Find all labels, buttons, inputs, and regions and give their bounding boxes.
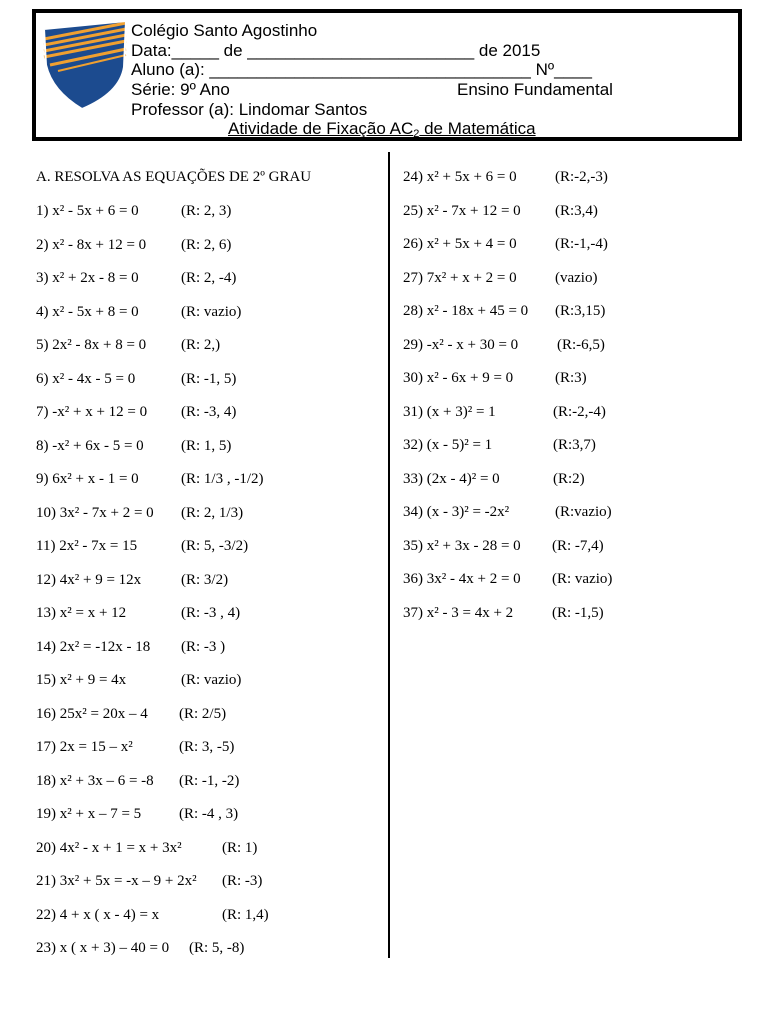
activity-title-subscript: 2 bbox=[413, 128, 420, 140]
equation-row bbox=[403, 235, 608, 253]
activity-title bbox=[228, 119, 536, 144]
equation-answer: (R: -3 ) bbox=[181, 638, 226, 655]
equation-answer: (R:-1,-4) bbox=[555, 236, 608, 252]
equation-answer: (R: 1/3 , -1/2) bbox=[181, 471, 264, 487]
equation-answer: (R:-6,5) bbox=[557, 336, 605, 353]
equation-row bbox=[36, 403, 237, 421]
level-label: Ensino Fundamental bbox=[457, 80, 613, 99]
equation-answer: (vazio) bbox=[555, 269, 598, 286]
equation-answer: (R:3,7) bbox=[553, 437, 596, 453]
equation-text: 26) x² + 5x + 4 = 0 bbox=[403, 236, 517, 252]
equation-row bbox=[36, 872, 263, 890]
equation-text: 21) 3x² + 5x = -x – 9 + 2x² bbox=[36, 873, 197, 889]
equation-row bbox=[403, 604, 604, 622]
equation-answer: (R: -3 , 4) bbox=[181, 605, 241, 621]
equation-answer: (R:3,4) bbox=[555, 202, 598, 219]
equation-row bbox=[403, 369, 587, 387]
equation-text: 24) x² + 5x + 6 = 0 bbox=[403, 169, 517, 185]
equation-text: 17) 2x = 15 – x² bbox=[36, 739, 133, 755]
equation-answer: (R:-2,-3) bbox=[555, 169, 608, 185]
equation-answer: (R: 2, 3) bbox=[181, 203, 232, 219]
equation-answer: (R:vazio) bbox=[555, 504, 612, 520]
equation-text: 7) -x² + x + 12 = 0 bbox=[36, 404, 148, 420]
equation-text: 14) 2x² = -12x - 18 bbox=[36, 638, 151, 655]
equation-row bbox=[36, 738, 235, 756]
equation-text: 32) (x - 5)² = 1 bbox=[403, 437, 493, 453]
equation-text: 19) x² + x – 7 = 5 bbox=[36, 806, 142, 822]
equation-text: 36) 3x² - 4x + 2 = 0 bbox=[403, 571, 521, 587]
equation-answer: (R: 1) bbox=[222, 839, 258, 856]
equation-row bbox=[36, 537, 249, 555]
equation-row bbox=[36, 437, 232, 455]
equation-row bbox=[403, 470, 585, 488]
equation-answer: (R: 5, -3/2) bbox=[181, 538, 249, 554]
equation-row bbox=[36, 705, 227, 723]
equation-row bbox=[403, 537, 604, 555]
equation-text: 6) x² - 4x - 5 = 0 bbox=[36, 370, 136, 387]
equation-text: 10) 3x² - 7x + 2 = 0 bbox=[36, 504, 154, 521]
equation-answer: (R: 1,4) bbox=[222, 906, 269, 923]
student-field-line: Aluno (a): __________________________________ Nº____ bbox=[131, 60, 592, 79]
equation-text: 12) 4x² + 9 = 12x bbox=[36, 571, 142, 588]
equation-text: 37) x² - 3 = 4x + 2 bbox=[403, 604, 514, 621]
equation-row bbox=[36, 839, 258, 857]
equation-text: 22) 4 + x ( x - 4) = x bbox=[36, 906, 160, 923]
column-divider bbox=[388, 152, 390, 958]
equation-answer: (R: vazio) bbox=[552, 571, 613, 587]
equation-text: 5) 2x² - 8x + 8 = 0 bbox=[36, 337, 147, 353]
equation-row bbox=[36, 370, 237, 388]
equation-answer: (R: 1, 5) bbox=[181, 437, 232, 454]
equation-text: 25) x² - 7x + 12 = 0 bbox=[403, 202, 521, 219]
school-logo-icon bbox=[42, 21, 128, 109]
equation-row bbox=[36, 671, 242, 689]
grade-label: Série: 9º Ano bbox=[131, 80, 230, 99]
equation-row bbox=[36, 236, 232, 254]
equation-text: 11) 2x² - 7x = 15 bbox=[36, 538, 138, 554]
school-name: Colégio Santo Agostinho bbox=[131, 21, 318, 40]
equation-answer: (R:2) bbox=[553, 470, 585, 487]
equation-text: 1) x² - 5x + 6 = 0 bbox=[36, 203, 139, 219]
equation-row bbox=[403, 269, 598, 287]
equation-answer: (R: -7,4) bbox=[552, 537, 604, 554]
equation-row bbox=[36, 638, 226, 656]
equation-answer: (R: vazio) bbox=[181, 303, 242, 320]
equation-row bbox=[403, 168, 608, 186]
equation-row bbox=[36, 470, 264, 488]
equation-answer: (R: 2, 6) bbox=[181, 236, 232, 253]
section-title: A. RESOLVA AS EQUAÇÕES DE 2º GRAU bbox=[36, 169, 312, 185]
equation-answer: (R: 2, 1/3) bbox=[181, 504, 244, 521]
header-box bbox=[32, 9, 742, 141]
activity-title-suffix: de Matemática bbox=[419, 119, 536, 138]
equation-answer: (R: -3, 4) bbox=[181, 404, 237, 420]
equation-answer: (R:3,15) bbox=[555, 303, 606, 319]
equation-text: 20) 4x² - x + 1 = x + 3x² bbox=[36, 839, 182, 856]
equation-text: 13) x² = x + 12 bbox=[36, 605, 127, 621]
equation-row bbox=[36, 336, 221, 354]
date-field-line: Data:_____ de ________________________ de 2015 bbox=[131, 41, 541, 60]
equation-answer: (R: 2/5) bbox=[179, 705, 227, 722]
equation-answer: (R: 2,) bbox=[181, 337, 221, 353]
equation-text: 8) -x² + 6x - 5 = 0 bbox=[36, 437, 144, 454]
equation-row bbox=[403, 336, 605, 354]
equation-row bbox=[36, 906, 269, 924]
equation-answer: (R: -1, -2) bbox=[179, 772, 240, 789]
equation-row bbox=[403, 503, 612, 521]
equation-text: 34) (x - 3)² = -2x² bbox=[403, 504, 510, 520]
equation-row bbox=[403, 570, 613, 588]
equation-text: 29) -x² - x + 30 = 0 bbox=[403, 336, 519, 353]
equation-row bbox=[36, 571, 229, 589]
equation-text: 23) x ( x + 3) – 40 = 0 bbox=[36, 940, 170, 956]
equation-text: 31) (x + 3)² = 1 bbox=[403, 403, 496, 420]
equation-answer: (R: 3, -5) bbox=[179, 739, 235, 755]
equation-text: 16) 25x² = 20x – 4 bbox=[36, 705, 148, 722]
equation-text: 30) x² - 6x + 9 = 0 bbox=[403, 370, 514, 386]
equation-text: 28) x² - 18x + 45 = 0 bbox=[403, 303, 529, 319]
activity-title-prefix: Atividade de Fixação AC bbox=[228, 119, 414, 138]
equation-answer: (R: -3) bbox=[222, 873, 263, 889]
equation-answer: (R: 3/2) bbox=[181, 571, 229, 588]
equation-row bbox=[403, 302, 606, 320]
equation-answer: (R: -4 , 3) bbox=[179, 806, 239, 822]
equation-answer: (R:-2,-4) bbox=[553, 403, 606, 420]
equation-row bbox=[36, 504, 244, 522]
equation-answer: (R: 5, -8) bbox=[189, 940, 245, 956]
equation-row bbox=[36, 303, 242, 321]
equation-answer: (R:3) bbox=[555, 370, 587, 386]
equation-row bbox=[36, 269, 237, 287]
equation-text: 9) 6x² + x - 1 = 0 bbox=[36, 471, 139, 487]
equation-row bbox=[36, 604, 241, 622]
equation-text: 33) (2x - 4)² = 0 bbox=[403, 470, 500, 487]
equation-text: 4) x² - 5x + 8 = 0 bbox=[36, 303, 139, 320]
equation-text: 3) x² + 2x - 8 = 0 bbox=[36, 270, 139, 286]
equation-row bbox=[36, 772, 240, 790]
equation-answer: (R: 2, -4) bbox=[181, 270, 237, 286]
equation-row bbox=[403, 202, 598, 220]
equation-answer: (R: -1, 5) bbox=[181, 370, 237, 387]
equation-answer: (R: -1,5) bbox=[552, 604, 604, 621]
equation-text: 27) 7x² + x + 2 = 0 bbox=[403, 269, 517, 286]
equation-row bbox=[403, 403, 606, 421]
equation-answer: (R: vazio) bbox=[181, 672, 242, 688]
equation-row bbox=[36, 202, 232, 220]
equation-row bbox=[403, 436, 596, 454]
equation-row bbox=[36, 939, 245, 957]
equation-text: 15) x² + 9 = 4x bbox=[36, 672, 127, 688]
equation-row bbox=[36, 805, 239, 823]
equation-text: 35) x² + 3x - 28 = 0 bbox=[403, 537, 521, 554]
teacher-label: Professor (a): Lindomar Santos bbox=[131, 100, 368, 119]
equation-text: 2) x² - 8x + 12 = 0 bbox=[36, 236, 147, 253]
equation-text: 18) x² + 3x – 6 = -8 bbox=[36, 772, 154, 789]
